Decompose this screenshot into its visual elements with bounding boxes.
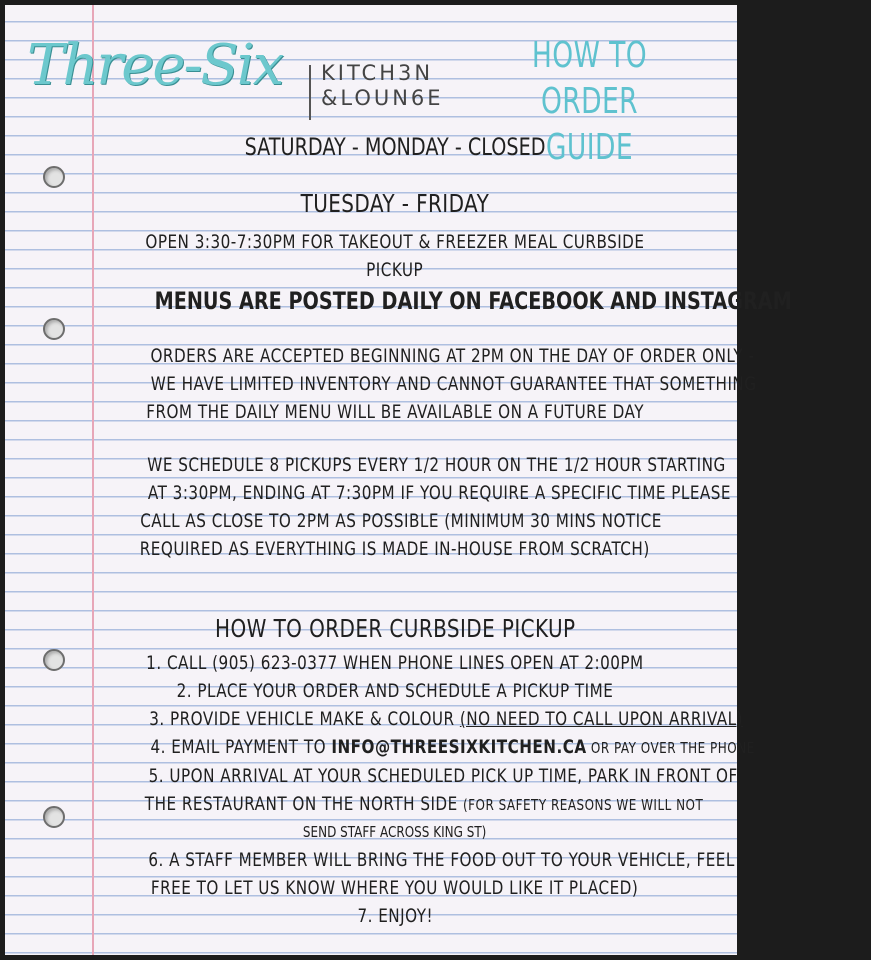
orders-info-line: ORDERS ARE ACCEPTED BEGINNING AT 2PM ON THE DAY OF ORDER ONLY -: [150, 345, 755, 367]
curbside-step: 4. EMAIL PAYMENT TO INFO@THREESIXKITCHEN.CA OR PAY OVER THE PHONE: [150, 736, 755, 758]
binder-hole: [43, 806, 65, 828]
orders-info-line: FROM THE DAILY MENU WILL BE AVAILABLE ON A FUTURE DAY: [146, 401, 644, 423]
notebook-paper: [5, 5, 792, 955]
binder-hole: [43, 649, 65, 671]
hours-line: PICKUP: [366, 259, 424, 281]
page-title-line2: ORDER GUIDE: [540, 81, 639, 168]
three-six-logo: [19, 25, 459, 125]
curbside-step: 6. A STAFF MEMBER WILL BRING THE FOOD OUT TO YOUR VEHICLE, FEEL: [148, 849, 735, 871]
email-address: INFO@THREESIXKITCHEN.CA: [331, 736, 587, 758]
pickup-schedule-line: CALL AS CLOSE TO 2PM AS POSSIBLE (MINIMUM 30 MINS NOTICE: [140, 510, 662, 532]
menus-posted-notice: MENUS ARE POSTED DAILY ON FACEBOOK AND INSTAGRAM: [154, 287, 792, 315]
binder-hole: [43, 318, 65, 340]
logo-lounge-line: &LOUN6E: [321, 86, 444, 110]
binder-hole: [43, 166, 65, 188]
curbside-step: 2. PLACE YOUR ORDER AND SCHEDULE A PICKUP TIME: [176, 680, 614, 702]
closed-days: SATURDAY - MONDAY - CLOSED: [244, 133, 546, 161]
no-call-note: (NO NEED TO CALL UPON ARRIVAL): [459, 708, 744, 730]
curbside-step: 7. ENJOY!: [357, 905, 433, 927]
logo-kitchen-lounge: [321, 61, 444, 111]
curbside-step-note: SEND STAFF ACROSS KING ST): [303, 823, 487, 841]
pickup-schedule-line: REQUIRED AS EVERYTHING IS MADE IN-HOUSE FROM SCRATCH): [139, 538, 650, 560]
curbside-step: 1. CALL (905) 623-0377 WHEN PHONE LINES OPEN AT 2:00PM: [146, 652, 644, 674]
page-title-line1: HOW TO: [531, 35, 648, 76]
pickup-schedule-line: WE SCHEDULE 8 PICKUPS EVERY 1/2 HOUR ON THE 1/2 HOUR STARTING: [147, 454, 726, 476]
curbside-step: THE RESTAURANT ON THE NORTH SIDE (FOR SAFETY REASONS WE WILL NOT: [144, 793, 704, 815]
logo-divider: [309, 65, 311, 120]
curbside-step: FREE TO LET US KNOW WHERE YOU WOULD LIKE IT PLACED): [151, 877, 639, 899]
open-days-heading: TUESDAY - FRIDAY: [300, 189, 490, 218]
orders-info-line: WE HAVE LIMITED INVENTORY AND CANNOT GUARANTEE THAT SOMETHING: [150, 373, 757, 395]
pickup-schedule-line: AT 3:30PM, ENDING AT 7:30PM IF YOU REQUIRE A SPECIFIC TIME PLEASE: [147, 482, 732, 504]
logo-kitchen-line: KITCH3N: [321, 61, 434, 85]
logo-script: Three-Six: [27, 33, 283, 98]
hours-line: OPEN 3:30-7:30PM FOR TAKEOUT & FREEZER MEAL CURBSIDE: [145, 231, 645, 253]
curbside-heading: HOW TO ORDER CURBSIDE PICKUP: [214, 614, 576, 643]
curbside-step: 3. PROVIDE VEHICLE MAKE & COLOUR (NO NEED TO CALL UPON ARRIVAL): [149, 708, 744, 730]
curbside-step: 5. UPON ARRIVAL AT YOUR SCHEDULED PICK UP TIME, PARK IN FRONT OF: [148, 765, 738, 787]
